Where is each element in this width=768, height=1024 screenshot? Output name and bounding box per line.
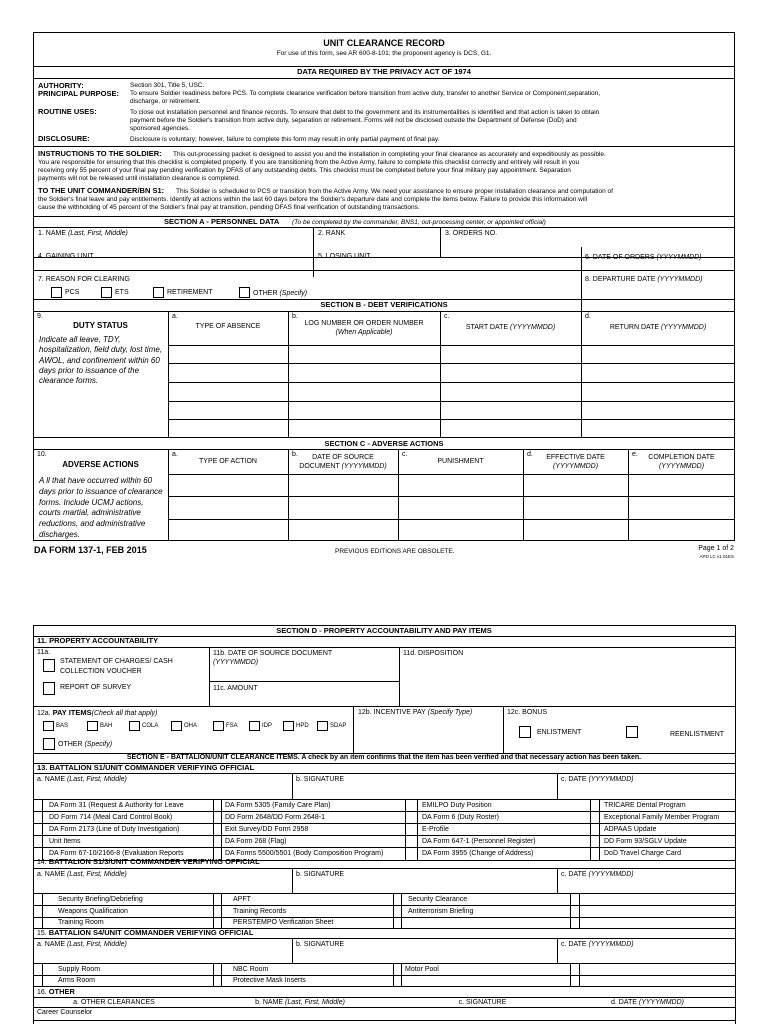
s4-item: Motor Pool xyxy=(405,966,439,973)
report-of-survey-checkbox[interactable] xyxy=(43,682,55,695)
disclosure-text: Disclosure is voluntary; however, failure to complete this form may result in only partial payment of final pay. xyxy=(130,136,440,143)
adverse-actions-heading: ADVERSE ACTIONS xyxy=(62,460,139,469)
type-of-absence-header: TYPE OF ABSENCE xyxy=(195,323,261,330)
s1-item: DA Form 5305 (Family Care Plan) xyxy=(225,802,331,809)
s3-item: APFT xyxy=(233,896,251,903)
statement-of-charges-label-2: COLLECTION VOUCHER xyxy=(60,668,142,675)
pay-bah-checkbox[interactable] xyxy=(87,721,98,731)
field-11d-label: 11d. DISPOSITION xyxy=(403,650,464,657)
obsolete-notice: PREVIOUS EDITIONS ARE OBSOLETE. xyxy=(335,548,455,555)
s3-item: Weapons Qualification xyxy=(58,908,128,915)
field-10-label: 10. xyxy=(37,451,47,458)
s4-signature-label: b. SIGNATURE xyxy=(296,941,345,948)
routine-text-1: To close out installation personnel and finance records. To ensure that debt to the government and its instrumentalities is identified and that action is taken to obtain xyxy=(130,109,600,116)
field-9-label: 9. xyxy=(37,313,43,320)
pay-hpd-checkbox[interactable] xyxy=(283,721,294,731)
completion-date-header: COMPLETION DATE xyxy=(648,454,715,461)
pay-idp-label: IDP xyxy=(262,723,273,729)
field-2-rank-label: 2. RANK xyxy=(318,230,346,237)
field-11a-label: 11a. xyxy=(37,649,51,656)
routine-text-3: sponsored agencies. xyxy=(130,125,190,132)
pay-hpd-label: HPD xyxy=(296,723,309,729)
s1-name-label: a. NAME (Last, First, Middle) xyxy=(37,776,127,783)
s3-item: Security Clearance xyxy=(408,896,468,903)
absence-row[interactable] xyxy=(168,402,735,419)
pay-bas-checkbox[interactable] xyxy=(43,721,54,731)
section-e-title: SECTION E - BATTALION/UNIT CLEARANCE ITEMS. A check by an item confirms that the item has been verified and that necessary action has been taken. xyxy=(126,754,642,761)
s1-item: DA Form 6 (Duty Roster) xyxy=(422,814,500,821)
s1-item: EMILPO Duty Position xyxy=(422,802,492,809)
s3-name-label: a. NAME (Last, First, Middle) xyxy=(37,871,127,878)
s1-item: DA Form 2173 (Line of Duty Investigation) xyxy=(49,826,180,833)
col-c-letter: c. xyxy=(402,451,408,458)
s1-item: DA Form 268 (Flag) xyxy=(225,838,287,845)
other-clearances-header: a. OTHER CLEARANCES xyxy=(73,999,155,1006)
col-a-letter: a. xyxy=(172,313,178,320)
log-number-header: LOG NUMBER OR ORDER NUMBER xyxy=(304,320,424,327)
instructions-cdr-label: TO THE UNIT COMMANDER/BN S1: xyxy=(38,186,165,195)
bonus-reenlistment-label: REENLISTMENT xyxy=(670,731,725,738)
s1-signature-label: b. SIGNATURE xyxy=(296,776,345,783)
page-1 xyxy=(33,32,735,559)
field-8-departure-date-label: 8. DEPARTURE DATE (YYYYMMDD) xyxy=(585,276,703,283)
pay-bah-label: BAH xyxy=(100,723,113,729)
field-12a-label: 12a. PAY ITEMS(Check all that apply) xyxy=(37,708,158,717)
pay-other-checkbox[interactable] xyxy=(43,738,55,750)
s1-date-label: c. DATE (YYYYMMDD) xyxy=(561,776,634,783)
start-date-header: START DATE (YYYYMMDD) xyxy=(465,324,556,331)
col-b-letter: b. xyxy=(292,451,298,458)
form-subtitle: For use of this form, see AR 600-8-101; the proponent agency is DCS, G1. xyxy=(276,50,492,57)
s3-item: Security Briefing/Debriefing xyxy=(58,896,143,903)
pay-oha-checkbox[interactable] xyxy=(171,721,182,731)
s4-item: Arms Room xyxy=(58,977,95,984)
instructions-soldier-4: payments will not be released until installation clearance is completed. xyxy=(38,175,240,182)
field-6-date-of-orders-label: 6. DATE OF ORDERS (YYYYMMDD) xyxy=(585,254,702,261)
reason-retirement-checkbox[interactable] xyxy=(153,287,164,298)
pay-cola-checkbox[interactable] xyxy=(129,721,140,731)
date-source-doc-header: DATE OF SOURCE xyxy=(312,454,374,461)
reason-other-label: OTHER (Specify) xyxy=(253,290,308,297)
pay-oha-label: OHA xyxy=(184,723,198,729)
bonus-enlistment-label: ENLISTMENT xyxy=(537,729,582,736)
authority-label: AUTHORITY: xyxy=(38,81,84,90)
date-source-doc-header-2: DOCUMENT (YYYYMMDD) xyxy=(299,463,387,470)
log-number-hint: (When Applicable) xyxy=(335,329,393,336)
punishment-header: PUNISHMENT xyxy=(437,458,484,465)
report-of-survey-label: REPORT OF SURVEY xyxy=(60,684,132,691)
page-2 xyxy=(33,625,735,1024)
instructions-cdr-2: the Soldier's final leave and pay entitlements. Identify all actions within the last 60 days before the Soldier's departure date and complete the items below. Failure to provide this information will xyxy=(38,196,588,203)
pay-other-label: OTHER (Specify) xyxy=(58,741,113,748)
instructions-soldier-1: This out-processing packet is designed to assist you and the installation in completing your final clearance as accurately and expeditiously as possible. xyxy=(173,151,606,158)
s1-official-heading: 13. BATTALION S1/UNIT COMMANDER VERIFYING OFFICIAL xyxy=(37,763,255,772)
instructions-cdr-1: This Soldier is scheduled to PCS or transition from the Active Army. We need your assistance to ensure proper installation clearance and computation of xyxy=(176,188,613,195)
disclosure-label: DISCLOSURE: xyxy=(38,134,90,143)
s4-item: Protective Mask Inserts xyxy=(233,977,306,984)
field-12c-label: 12c. BONUS xyxy=(507,709,548,716)
privacy-header: DATA REQUIRED BY THE PRIVACY ACT OF 1974 xyxy=(297,67,471,76)
property-accountability-heading: 11. PROPERTY ACCOUNTABILITY xyxy=(37,636,159,645)
reason-pcs-checkbox[interactable] xyxy=(51,287,62,298)
pay-sdap-label: SDAP xyxy=(330,723,347,729)
type-of-action-header: TYPE OF ACTION xyxy=(199,458,257,465)
s4-official-heading: 15. BATTALION S4/UNIT COMMANDER VERIFYING OFFICIAL xyxy=(37,928,254,937)
section-b-title: SECTION B - DEBT VERIFICATIONS xyxy=(320,300,448,309)
s4-item: Supply Room xyxy=(58,966,101,973)
other-name-header: b. NAME (Last, First, Middle) xyxy=(255,999,345,1006)
purpose-text-2: discharge, or retirement. xyxy=(130,98,201,105)
absence-row[interactable] xyxy=(168,383,735,401)
authority-text: Section 301, Title 5, USC. xyxy=(130,82,205,89)
s1-item: DD Form 714 (Meal Card Control Book) xyxy=(49,814,173,821)
field-12b-label: 12b. INCENTIVE PAY (Specify Type) xyxy=(358,709,473,716)
reason-ets-label: ETS xyxy=(115,289,129,296)
s1-item: DA Forms 5500/5501 (Body Composition Program) xyxy=(225,850,384,857)
page-number: Page 1 of 2 xyxy=(698,545,734,552)
s3-signature-label: b. SIGNATURE xyxy=(296,871,345,878)
s4-name-label: a. NAME (Last, First, Middle) xyxy=(37,941,127,948)
s4-item: NBC Room xyxy=(233,966,269,973)
field-11c-label: 11c. AMOUNT xyxy=(213,685,258,692)
other-heading: 16. OTHER xyxy=(37,987,75,996)
instructions-soldier-2: You are responsible for ensuring that this checklist is completed properly. If you are transitioning from the Active Army, failure to complete this checklist correctly and entirely will result in you xyxy=(38,159,580,166)
return-date-header: RETURN DATE (YYYYMMDD) xyxy=(609,324,707,331)
col-e-letter: e. xyxy=(632,451,638,458)
pay-fsa-label: FSA xyxy=(226,723,238,729)
s3-item: Antiterrorism Briefing xyxy=(408,908,474,915)
pay-cola-label: COLA xyxy=(142,723,159,729)
effective-date-header: EFFECTIVE DATE xyxy=(546,454,605,461)
s3-item: PERSTEMPO Verification Sheet xyxy=(233,919,334,926)
other-signature-header: c. SIGNATURE xyxy=(458,999,507,1006)
s1-item: DA Form 3955 (Change of Address) xyxy=(422,850,534,857)
s1-item: TRICARE Dental Program xyxy=(604,802,686,809)
s3-item: Training Room xyxy=(58,919,104,926)
bonus-reenlistment-checkbox[interactable] xyxy=(626,726,638,738)
instructions-soldier-label: INSTRUCTIONS TO THE SOLDIER: xyxy=(38,149,162,158)
completion-date-hint: (YYYYMMDD) xyxy=(658,463,705,470)
reason-ets-checkbox[interactable] xyxy=(101,287,112,298)
pay-bas-label: BAS xyxy=(56,723,69,729)
reason-retirement-label: RETIREMENT xyxy=(167,289,213,296)
routine-label: ROUTINE USES: xyxy=(38,107,97,116)
duty-status-heading: DUTY STATUS xyxy=(73,321,128,330)
col-d-letter: d. xyxy=(585,313,591,320)
s1-item: ADPAAS Update xyxy=(604,826,657,833)
s1-item: Exit Survey/DD Form 2958 xyxy=(225,826,309,833)
absence-row[interactable] xyxy=(168,420,735,437)
s1-item: DD Form 2648/DD Form 2648-1 xyxy=(225,814,325,821)
pay-idp-checkbox[interactable] xyxy=(249,721,260,731)
s1-item: Unit Items xyxy=(49,838,81,845)
field-11b-label: 11b. DATE OF SOURCE DOCUMENT xyxy=(213,650,333,657)
purpose-text-1: To ensure Soldier readiness before PCS. To complete clearance verification before transition from active duty, transfer to another Service or Component,separation, xyxy=(130,90,601,97)
s3-official-heading: 14. BATTALION S1/3/UNIT COMMANDER VERIFYING OFFICIAL xyxy=(37,857,260,866)
form-title: UNIT CLEARANCE RECORD xyxy=(323,38,445,48)
field-4-gaining-unit-label: 4. GAINING UNIT xyxy=(38,253,94,260)
pay-fsa-checkbox[interactable] xyxy=(213,721,224,731)
other-date-header: d. DATE (YYYYMMDD) xyxy=(610,999,684,1006)
section-a-title: SECTION A - PERSONNEL DATA xyxy=(164,217,280,226)
adverse-actions-note: A ll that have occurred within 60 days prior to issuance of clearance forms. Include UCMJ actions, courts martial, administrative reductions, and administrative discharges. xyxy=(39,476,163,539)
reason-pcs-label: PCS xyxy=(65,289,80,296)
duty-status-note: Indicate all leave, TDY, hospitalization, field duty, lost time, AWOL, and confinement within 60 days prior to issuance of the clearance forms. xyxy=(39,335,163,386)
apd-version: APD LC v1.01ES xyxy=(699,554,734,559)
field-11b-hint: (YYYYMMDD) xyxy=(213,659,259,666)
s3-date-label: c. DATE (YYYYMMDD) xyxy=(561,871,634,878)
absence-row[interactable] xyxy=(168,346,735,363)
statement-of-charges-label: STATEMENT OF CHARGES/ CASH xyxy=(60,658,173,665)
s1-item: DA Form 31 (Request & Authority for Leave xyxy=(49,802,184,809)
s1-item: DA Form 67-10/2166-8 (Evaluation Reports xyxy=(49,850,184,857)
field-3-orders-label: 3. ORDERS NO. xyxy=(445,230,498,237)
s1-item: DA Form 647-1 (Personnel Register) xyxy=(422,838,536,845)
bonus-enlistment-checkbox[interactable] xyxy=(519,726,531,738)
section-c-title: SECTION C - ADVERSE ACTIONS xyxy=(324,439,444,448)
form-id: DA FORM 137-1, FEB 2015 xyxy=(34,545,147,555)
instructions-soldier-3: receiving only 55 percent of your final pay pending verification by DFAS of any outstanding debts. This checklist must be completed before your final military pay appointment. Separation xyxy=(38,167,571,174)
s3-item: Training Records xyxy=(233,908,287,915)
col-d-letter: d. xyxy=(527,451,533,458)
instructions-cdr-3: cause the withholding of 45 percent of the Soldier's final pay at transition, pending DFAS final verification of outstanding transactions. xyxy=(38,204,420,211)
reason-other-checkbox[interactable] xyxy=(239,287,250,298)
statement-of-charges-checkbox[interactable] xyxy=(43,659,55,672)
col-a-letter: a. xyxy=(172,451,178,458)
s4-date-label: c. DATE (YYYYMMDD) xyxy=(561,941,634,948)
other-row-career-counselor: Career Counselor xyxy=(37,1009,93,1016)
field-1-name-label: 1. NAME (Last, First, Middle) xyxy=(38,230,128,237)
routine-text-2: payment before the Soldier's transition from active duty, separation or retirement. Forms will not be disclosed outside the Department of Defense (DoD) and xyxy=(130,117,577,124)
absence-row[interactable] xyxy=(168,364,735,382)
section-a-note: (To be completed by the commander, BNS1, out-processing center, or appointed official) xyxy=(292,219,546,226)
purpose-label: PRINCIPAL PURPOSE: xyxy=(38,89,119,98)
s1-item: DD Form 93/SGLV Update xyxy=(604,838,687,845)
adverse-action-row[interactable] xyxy=(168,475,735,496)
col-c-letter: c. xyxy=(444,313,450,320)
effective-date-hint: (YYYYMMDD) xyxy=(552,463,599,470)
s1-item: E-Profile xyxy=(422,826,449,833)
field-7-reason-label: 7. REASON FOR CLEARING xyxy=(38,276,130,283)
pay-sdap-checkbox[interactable] xyxy=(317,721,328,731)
s1-item: Exceptional Family Member Program xyxy=(604,814,720,821)
field-5-losing-unit-label: 5. LOSING UNIT xyxy=(318,253,371,260)
adverse-action-row[interactable] xyxy=(168,497,735,519)
adverse-action-row[interactable] xyxy=(168,520,735,541)
s1-item: DoD Travel Charge Card xyxy=(604,850,682,857)
col-b-letter: b. xyxy=(292,313,298,320)
section-d-title: SECTION D - PROPERTY ACCOUNTABILITY AND PAY ITEMS xyxy=(276,626,492,635)
